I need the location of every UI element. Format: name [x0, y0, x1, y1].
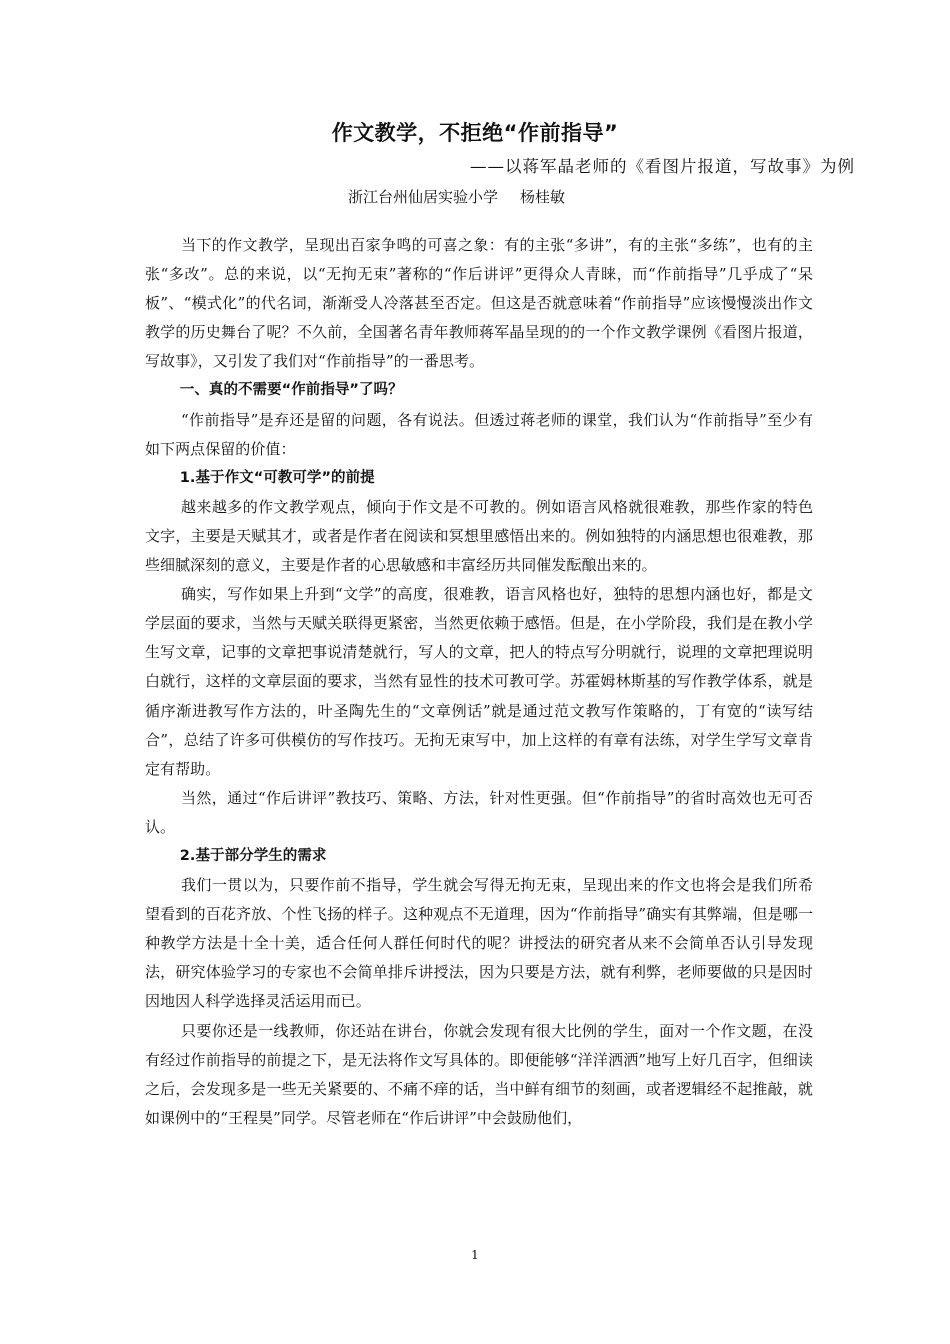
article-subtitle: ——以蒋军晶老师的《看图片报道，写故事》为例: [470, 157, 855, 176]
article-body: [145, 231, 813, 1133]
author-line: [348, 186, 565, 208]
subsection-heading: 2.基于部分学生的需求: [179, 847, 327, 864]
paragraph: 当下的作文教学，呈现出百家争鸣的可喜之象：有的主张“多讲”，有的主张“多练”，也有的主张“多改”。总的来说，以“无拘无束”著称的“作后讲评”更得众人青睐，而“作前指导”几乎成了“呆板”、“模式化”的代名词，渐渐受人冷落甚至否定。但这是否就意味着“作前指导”应该慢慢淡出作文教学的历史舞台了呢？不久前，全国著名青年教师蒋军晶呈现的的一个作文教学课例《看图片报道，写故事》，又引发了我们对“作前指导”的一番思考。: [145, 236, 813, 371]
paragraph: 当然，通过“作后讲评”教技巧、策略、方法，针对性更强。但“作前指导”的省时高效也无可否认。: [145, 788, 813, 836]
subsection-heading: 1.基于作文“可教可学”的前提: [179, 469, 375, 486]
paragraph: 确实，写作如果上升到“文学”的高度，很难教，语言风格也好，独特的思想内涵也好，都是文学层面的要求，当然与天赋关联得更紧密，当然更依赖于感悟。但是，在小学阶段，我们是在教小学生写文章，记事的文章把事说清楚就行，写人的文章，把人的特点写分明就行，说理的文章把理说明白就行，这样的文章层面的要求，当然有显性的技术可教可学。苏霍姆林斯基的写作教学体系，就是循序渐进教写作方法的，叶圣陶先生的“文章例话”就是通过范文教写作策略的，丁有宽的“读写结合”，总结了许多可供模仿的写作技巧。无拘无束写中，加上这样的有章有法练，对学生学写文章肯定有帮助。: [145, 585, 813, 778]
page-number: 1: [471, 1248, 479, 1262]
section-heading: 一、真的不需要“作前指导”了吗？: [179, 382, 403, 399]
paragraph: 只要你还是一线教师，你还站在讲台，你就会发现有很大比例的学生，面对一个作文题，在没有经过作前指导的前提之下，是无法将作文写具体的。即便能够“洋洋洒洒”地写上好几百字，但细读之后，会发现多是一些无关紧要的、不痛不痒的话，当中鲜有细节的刻画，或者逻辑经不起推敲，就如课例中的“王程昊”同学。尽管老师在“作后讲评”中会鼓励他们，: [145, 1021, 813, 1127]
paragraph: 我们一贯以为，只要作前不指导，学生就会写得无拘无束，呈现出来的作文也将会是我们所希望看到的百花齐放、个性飞扬的样子。这种观点不无道理，因为“作前指导”确实有其弊端，但是哪一种教学方法是十全十美，适合任何人群任何时代的呢？讲授法的研究者从来不会简单否认引导发现法，研究体验学习的专家也不会简单排斥讲授法，因为只要是方法，就有利弊，老师要做的只是因时因地因人科学选择灵活运用而已。: [145, 876, 813, 1011]
author-name: 杨桂敏: [520, 188, 566, 206]
paragraph: “作前指导”是弃还是留的问题，各有说法。但透过蒋老师的课堂，我们认为“作前指导”至少有如下两点保留的价值：: [145, 410, 813, 458]
author-affiliation: 浙江台州仙居实验小学: [348, 188, 499, 206]
article-title: 作文教学，不拒绝“作前指导”: [331, 121, 619, 145]
paragraph: 越来越多的作文教学观点，倾向于作文是不可教的。例如语言风格就很难教，那些作家的特色文字，主要是天赋其才，或者是作者在阅读和冥想里感悟出来的。例如独特的内涵思想也很难教，那些细腻深刻的意义，主要是作者的心思敏感和丰富经历共同催发酝酿出来的。: [145, 497, 813, 575]
